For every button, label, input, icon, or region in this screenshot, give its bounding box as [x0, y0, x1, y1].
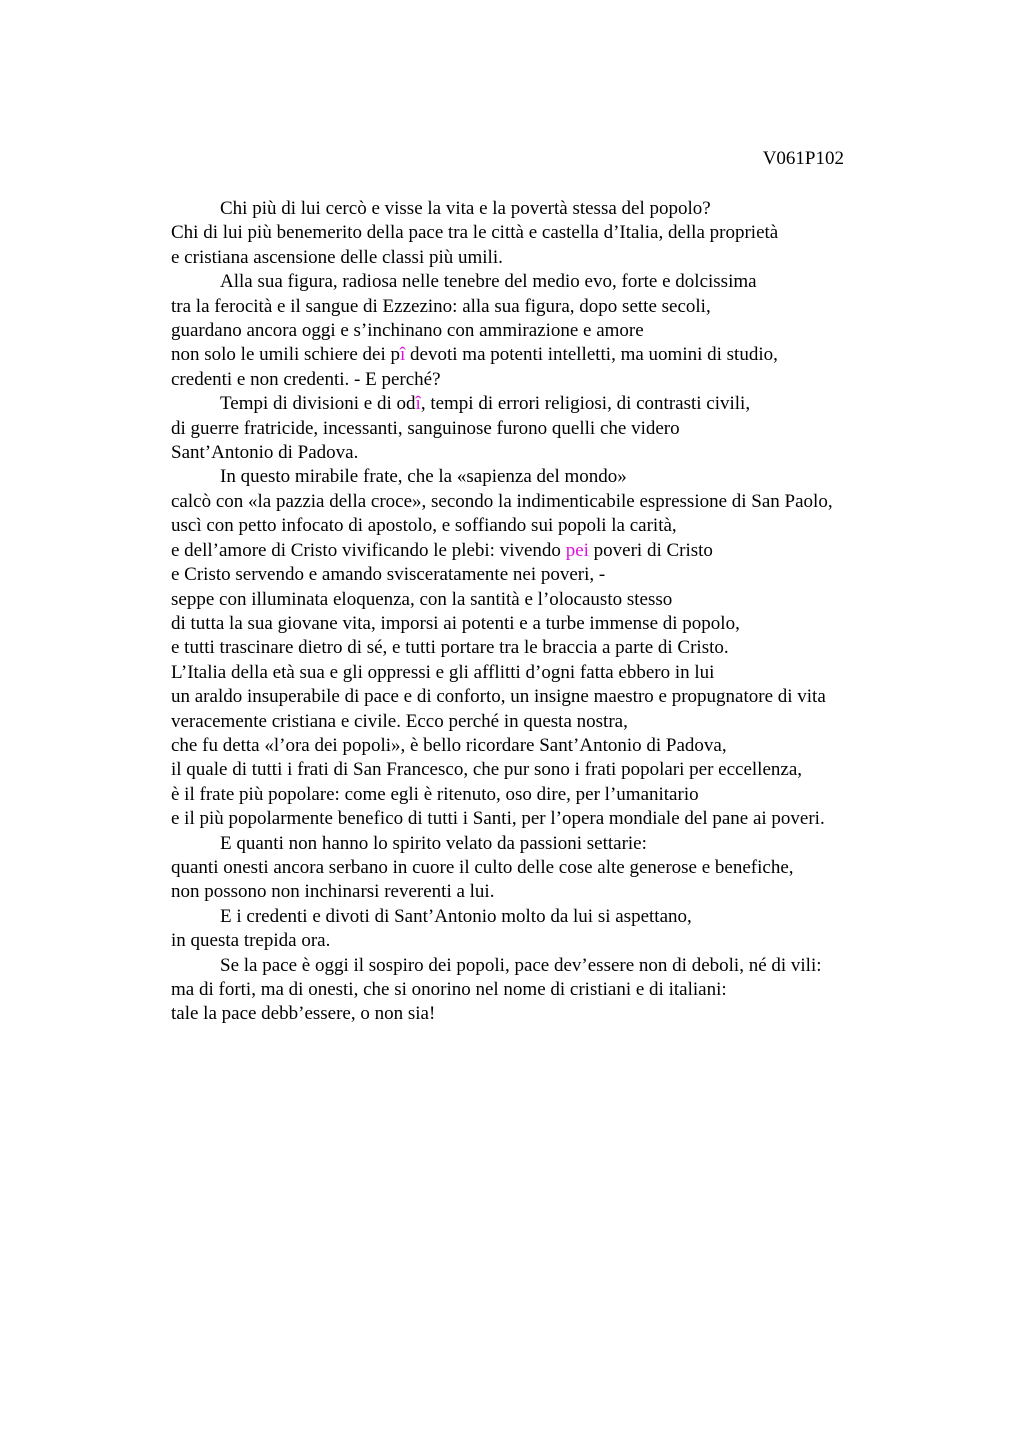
text-line: [171, 685, 931, 709]
text-line: [171, 978, 931, 1002]
text-line: [171, 929, 931, 953]
text-line: [171, 905, 931, 929]
text-line: [171, 1002, 931, 1026]
text-line: [171, 465, 931, 489]
text-segment: poveri di Cristo: [588, 539, 713, 561]
text-segment: quanti onesti ancora serbano in cuore il culto delle cose alte generose e benefiche,: [171, 856, 794, 878]
page-identifier: V061P102: [762, 148, 844, 169]
text-segment: di guerre fratricide, incessanti, sanguinose furono quelli che videro: [171, 417, 680, 439]
text-segment: Alla sua figura, radiosa nelle tenebre del medio evo, forte e dolcissima: [220, 271, 757, 293]
text-line: [171, 441, 931, 465]
text-segment: non solo le umili schiere dei p: [171, 344, 401, 366]
text-line: [171, 221, 931, 245]
text-segment: è il frate più popolare: come egli è ritenuto, oso dire, per l’umanitario: [171, 783, 699, 805]
highlighted-text: î: [400, 344, 406, 366]
text-segment: di tutta la sua giovane vita, imporsi ai potenti e a turbe immense di popolo,: [171, 612, 740, 634]
text-segment: che fu detta «l’ora dei popoli», è bello ricordare Sant’Antonio di Padova,: [171, 734, 727, 756]
text-segment: e cristiana ascensione delle classi più umili.: [171, 246, 503, 268]
text-segment: credenti e non credenti. - E perché?: [171, 368, 441, 390]
text-segment: un araldo insuperabile di pace e di conforto, un insigne maestro e propugnatore di vita: [171, 686, 826, 708]
text-segment: Chi di lui più benemerito della pace tra le città e castella d’Italia, della proprietà: [171, 222, 779, 244]
text-segment: il quale di tutti i frati di San Francesco, che pur sono i frati popolari per eccellenza,: [171, 759, 802, 781]
text-line: [171, 710, 931, 734]
text-segment: calcò con «la pazzia della croce», secondo la indimenticabile espressione di San Paolo,: [171, 490, 833, 512]
text-segment: Tempi di divisioni e di od: [220, 393, 416, 415]
text-segment: non possono non inchinarsi reverenti a lui.: [171, 881, 495, 903]
text-segment: Chi più di lui cercò e visse la vita e la povertà stessa del popolo?: [220, 198, 711, 219]
text-segment: tra la ferocità e il sangue di Ezzezino: alla sua figura, dopo sette secoli,: [171, 295, 711, 317]
text-line: [171, 783, 931, 807]
text-segment: e il più popolarmente benefico di tutti i Santi, per l’opera mondiale del pane ai poveri.: [171, 808, 825, 830]
text-line: [171, 832, 931, 856]
text-segment: E quanti non hanno lo spirito velato da passioni settarie:: [220, 832, 647, 854]
text-segment: In questo mirabile frate, che la «sapienza del mondo»: [220, 466, 627, 488]
text-segment: guardano ancora oggi e s’inchinano con ammirazione e amore: [171, 320, 644, 342]
text-line: [171, 563, 931, 587]
text-segment: ma di forti, ma di onesti, che si onorino nel nome di cristiani e di italiani:: [171, 979, 727, 1000]
text-segment: uscì con petto infocato di apostolo, e soffiando sui popoli la carità,: [171, 515, 677, 537]
text-line: [171, 539, 931, 563]
text-segment: devoti ma potenti intelletti, ma uomini di studio,: [405, 344, 778, 366]
document-body: [171, 197, 931, 1027]
text-line: [171, 636, 931, 660]
text-line: [171, 588, 931, 612]
text-line: [171, 734, 931, 758]
text-line: [171, 197, 931, 221]
text-line: [171, 392, 931, 416]
text-segment: seppe con illuminata eloquenza, con la santità e l’olocausto stesso: [171, 588, 673, 610]
text-segment: veracemente cristiana e civile. Ecco perché in questa nostra,: [171, 710, 628, 732]
text-line: [171, 343, 931, 367]
text-line: [171, 856, 931, 880]
text-line: [171, 319, 931, 343]
text-line: [171, 514, 931, 538]
text-line: [171, 368, 931, 392]
text-line: [171, 661, 931, 685]
text-line: [171, 417, 931, 441]
text-segment: e Cristo servendo e amando svisceratamente nei poveri, -: [171, 564, 606, 586]
text-segment: e dell’amore di Cristo vivificando le plebi: vivendo: [171, 539, 566, 561]
text-line: [171, 490, 931, 514]
text-line: [171, 807, 931, 831]
text-line: [171, 246, 931, 270]
text-line: [171, 880, 931, 904]
text-line: [171, 954, 931, 978]
text-segment: in questa trepida ora.: [171, 930, 331, 952]
text-segment: tale la pace debb’essere, o non sia!: [171, 1003, 436, 1025]
text-segment: Se la pace è oggi il sospiro dei popoli, pace dev’essere non di deboli, né di vili:: [220, 954, 822, 976]
text-segment: L’Italia della età sua e gli oppressi e gli afflitti d’ogni fatta ebbero in lui: [171, 661, 715, 683]
text-line: [171, 270, 931, 294]
text-line: [171, 295, 931, 319]
highlighted-text: pei: [565, 539, 589, 561]
text-line: [171, 758, 931, 782]
text-segment: , tempi di errori religiosi, di contrasti civili,: [420, 393, 751, 415]
text-line: [171, 612, 931, 636]
highlighted-text: î: [415, 393, 421, 415]
text-segment: E i credenti e divoti di Sant’Antonio molto da lui si aspettano,: [220, 905, 692, 927]
text-segment: e tutti trascinare dietro di sé, e tutti portare tra le braccia a parte di Cristo.: [171, 637, 729, 659]
text-segment: Sant’Antonio di Padova.: [171, 442, 359, 464]
